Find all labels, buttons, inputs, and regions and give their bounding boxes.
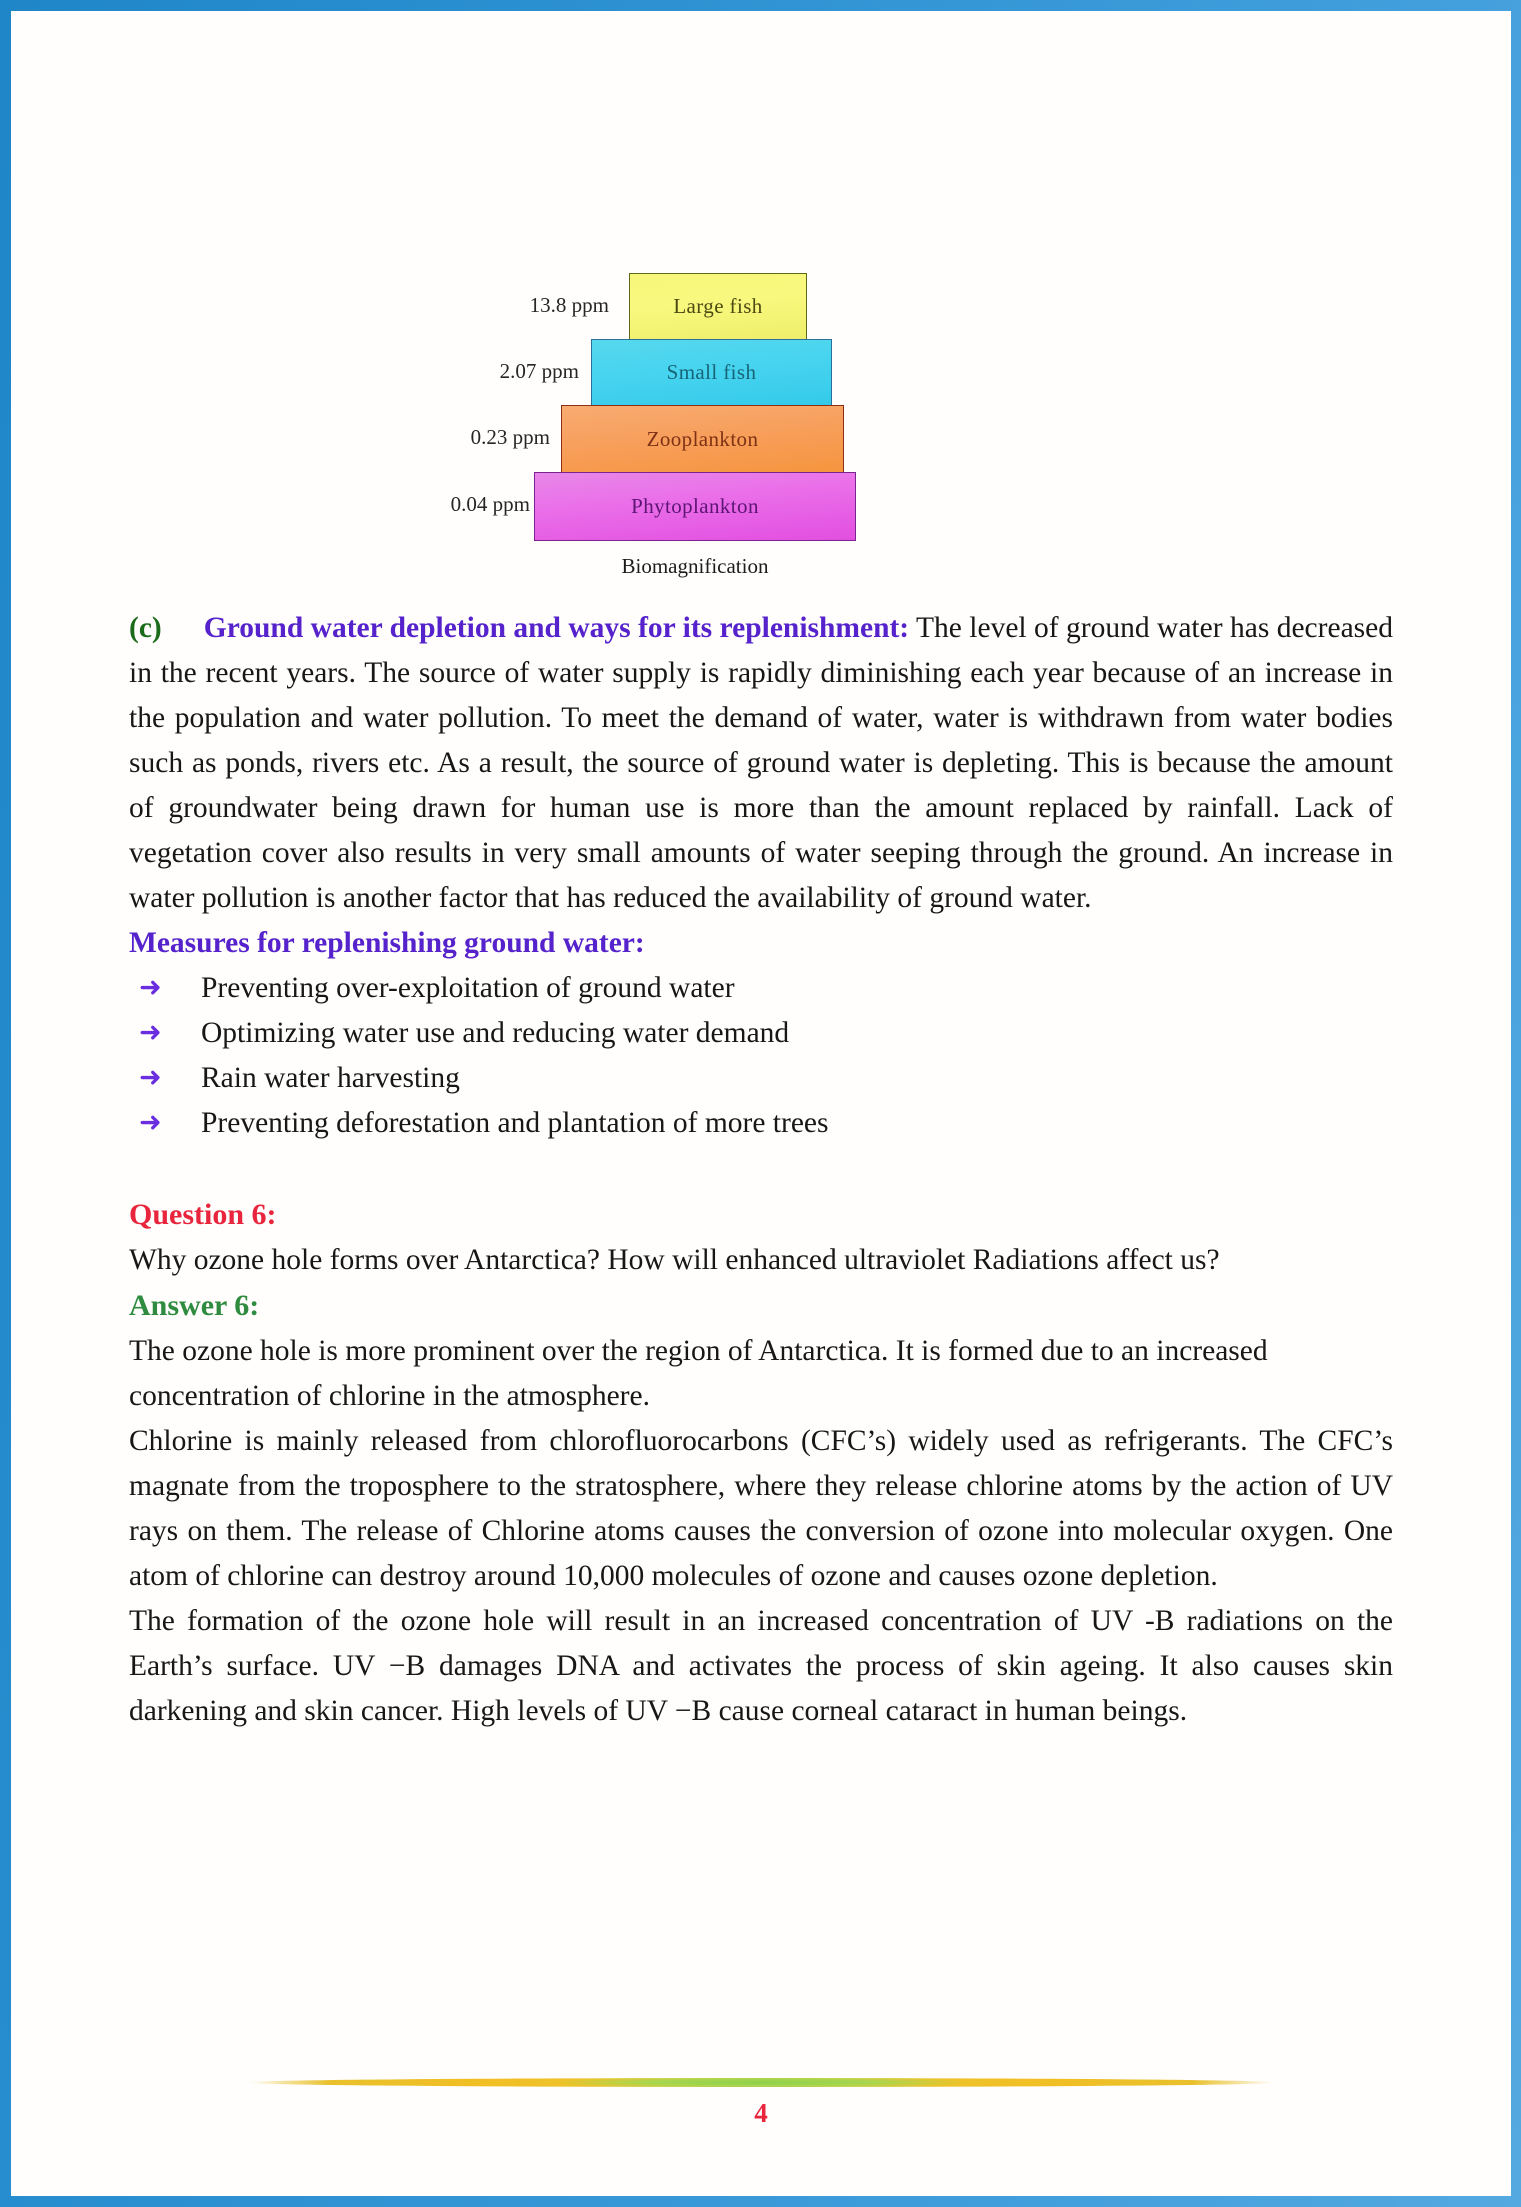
list-item <box>129 1056 1393 1101</box>
list-item <box>129 1011 1393 1056</box>
tier-bar-large-fish <box>629 273 807 340</box>
biomagnification-figure <box>129 261 1393 601</box>
section-c-body: The level of ground water has decreased in the recent years. The source of water supply is rapidly diminishing each year because of an increase in the population and water pollution. To meet the demand of water, water is withdrawn from water bodies such as ponds, rivers etc. As a result, the source of ground water is depleting. This is because the amount of groundwater being drawn for human use is more than the amount replaced by rainfall. Lack of vegetation cover also results in very small amounts of water seeping through the ground. An increase in water pollution is another factor that has reduced the availability of ground water. <box>129 612 1393 914</box>
question-6-heading: Question 6: <box>129 1198 277 1231</box>
section-c-heading: Ground water depletion and ways for its replenishment: <box>203 612 910 644</box>
tier-name-small-fish: Small fish <box>666 360 757 384</box>
list-item <box>129 966 1393 1011</box>
page-content <box>129 11 1393 2196</box>
page-footer <box>129 2068 1393 2148</box>
page-number: 4 <box>754 2098 768 2128</box>
arrow-bullet-icon: ➜ <box>139 1107 162 1137</box>
list-item-label: Preventing deforestation and plantation of more trees <box>201 1107 829 1139</box>
tier-ppm-zooplankton: 0.23 ppm <box>470 425 550 449</box>
answer-6-paragraph-2: Chlorine is mainly released from chlorofluorocarbons (CFC’s) widely used as refrigerants. The CFC’s magnate from the troposphere to the stratosphere, where they release chlorine atoms by the action of UV rays on them. The release of Chlorine atoms causes the conversion of ozone into molecular oxygen. One atom of chlorine can destroy around 10,000 molecules of ozone and causes ozone depletion. <box>129 1425 1393 1592</box>
answer-6-heading: Answer 6: <box>129 1289 260 1322</box>
answer-6-paragraph-3: The formation of the ozone hole will result in an increased concentration of UV -B radiations on the Earth’s surface. UV −B damages DNA and activates the process of skin ageing. It also causes skin darkening and skin cancer. High levels of UV −B cause corneal cataract in human beings. <box>129 1605 1393 1727</box>
section-c-marker: (c) <box>129 612 162 644</box>
section-c-paragraph <box>129 606 1393 921</box>
biomagnification-pyramid <box>129 261 1393 578</box>
list-item-label: Preventing over-exploitation of ground water <box>201 972 735 1004</box>
list-item-label: Optimizing water use and reducing water demand <box>201 1017 790 1049</box>
arrow-bullet-icon: ➜ <box>139 1062 162 1092</box>
tier-name-zooplankton: Zooplankton <box>646 426 759 451</box>
measures-list <box>129 966 1393 1146</box>
answer-6-paragraph-1: The ozone hole is more prominent over the region of Antarctica. It is formed due to an increased concentration of chlorine in the atmosphere. <box>129 1335 1268 1412</box>
footer-decorative-rule <box>247 2078 1275 2087</box>
tier-bar-zooplankton <box>561 405 844 473</box>
tier-name-phytoplankton: Phytoplankton <box>631 494 759 518</box>
arrow-bullet-icon: ➜ <box>139 972 162 1002</box>
page-sheet <box>11 11 1511 2196</box>
tier-ppm-large-fish: 13.8 ppm <box>529 293 609 317</box>
list-item <box>129 1101 1393 1146</box>
body-block <box>129 606 1393 1734</box>
question-6-text: Why ozone hole forms over Antarctica? How will enhanced ultraviolet Radiations affect us? <box>129 1244 1220 1276</box>
arrow-bullet-icon: ➜ <box>139 1017 162 1047</box>
measures-heading: Measures for replenishing ground water: <box>129 927 645 959</box>
tier-ppm-phytoplankton: 0.04 ppm <box>450 492 530 516</box>
figure-caption: Biomagnification <box>621 554 769 578</box>
tier-bar-small-fish <box>591 339 832 406</box>
tier-name-large-fish: Large fish <box>673 294 763 318</box>
tier-bar-phytoplankton <box>534 472 856 541</box>
section-spacer <box>129 1146 1393 1192</box>
tier-ppm-small-fish: 2.07 ppm <box>499 359 579 383</box>
list-item-label: Rain water harvesting <box>201 1062 460 1094</box>
